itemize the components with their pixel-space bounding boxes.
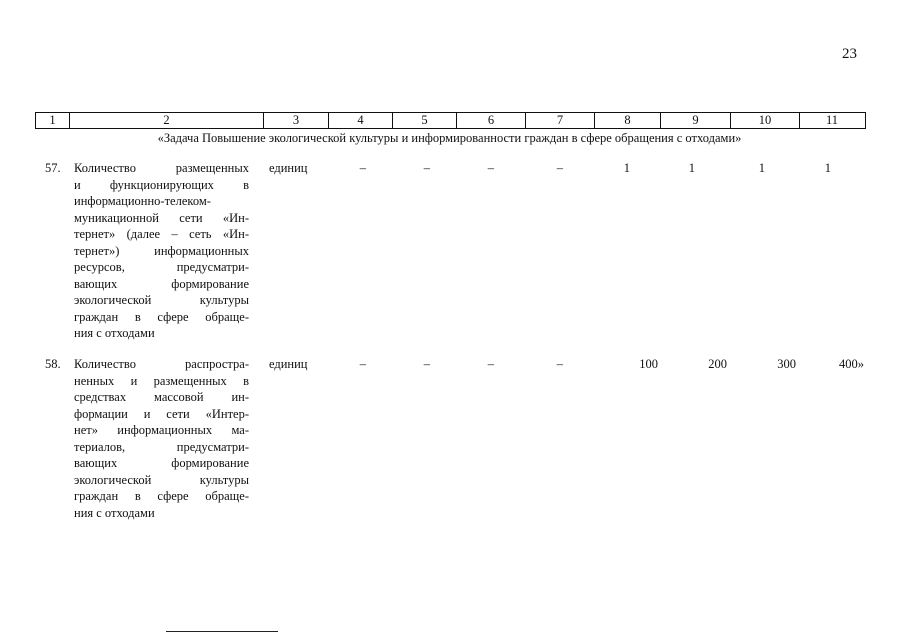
description-line: муникационной сети «Ин- bbox=[74, 210, 249, 225]
value-col-11: 1 bbox=[824, 161, 831, 175]
value-col-5: – bbox=[423, 161, 430, 175]
value-col-8: 100 bbox=[639, 357, 658, 371]
indicator-description bbox=[74, 160, 249, 342]
value-col-7: – bbox=[556, 161, 563, 175]
header-col-4: 4 bbox=[328, 113, 392, 128]
unit-of-measure: единиц bbox=[269, 357, 308, 371]
value-col-4: – bbox=[359, 357, 366, 371]
value-col-7: – bbox=[556, 357, 563, 371]
header-col-9: 9 bbox=[660, 113, 730, 128]
description-line: вающих формирование bbox=[74, 276, 249, 291]
row-number: 57. bbox=[45, 161, 61, 175]
value-col-9: 1 bbox=[688, 161, 695, 175]
task-title: «Задача Повышение экологической культуры и информированности граждан в сфере обращения с отходами» bbox=[157, 131, 742, 145]
header-col-6: 6 bbox=[456, 113, 525, 128]
indicator-description bbox=[74, 356, 249, 521]
header-col-11: 11 bbox=[799, 113, 864, 128]
value-col-6: – bbox=[487, 357, 494, 371]
description-line: экологической культуры bbox=[74, 293, 249, 307]
value-col-6: – bbox=[487, 161, 494, 175]
page-number: 23 bbox=[842, 46, 857, 62]
header-col-3: 3 bbox=[263, 113, 328, 128]
description-line: нет» информационных ма- bbox=[74, 423, 249, 437]
header-col-8: 8 bbox=[594, 113, 660, 128]
description-line: информационно-телеком- bbox=[74, 194, 211, 208]
header-col-5: 5 bbox=[392, 113, 456, 128]
header-col-2: 2 bbox=[69, 113, 263, 128]
description-line: ресурсов, предусматри- bbox=[74, 260, 249, 274]
column-number-header bbox=[35, 112, 866, 129]
value-col-11: 400» bbox=[839, 357, 864, 371]
value-col-8: 1 bbox=[623, 161, 630, 175]
description-line: ния с отходами bbox=[74, 326, 155, 340]
unit-of-measure: единиц bbox=[269, 161, 308, 175]
header-col-10: 10 bbox=[730, 113, 799, 128]
value-col-10: 1 bbox=[758, 161, 765, 175]
description-line: и функционирующих в bbox=[74, 177, 249, 192]
description-line: вающих формирование bbox=[74, 456, 249, 470]
row-number: 58. bbox=[45, 357, 61, 371]
footnote-separator bbox=[166, 631, 278, 632]
description-line: экологической культуры bbox=[74, 472, 249, 487]
value-col-9: 200 bbox=[708, 357, 727, 371]
value-col-10: 300 bbox=[777, 357, 796, 371]
value-col-4: – bbox=[359, 161, 366, 175]
header-col-1: 1 bbox=[49, 113, 56, 127]
description-line: средствах массовой ин- bbox=[74, 390, 249, 404]
value-col-5: – bbox=[423, 357, 430, 371]
description-line: формации и сети «Интер- bbox=[74, 406, 249, 421]
description-line: граждан в сфере обраще- bbox=[74, 489, 249, 503]
description-line: тернет») информационных bbox=[74, 243, 249, 258]
description-line: териалов, предусматри- bbox=[74, 439, 249, 454]
description-line: Количество размещенных bbox=[74, 161, 249, 175]
description-line: тернет» (далее – сеть «Ин- bbox=[74, 227, 249, 241]
description-line: граждан в сфере обраще- bbox=[74, 309, 249, 324]
description-line: ния с отходами bbox=[74, 505, 155, 520]
description-line: ненных и размещенных в bbox=[74, 373, 249, 388]
header-col-7: 7 bbox=[525, 113, 594, 128]
description-line: Количество распростра- bbox=[74, 357, 249, 371]
